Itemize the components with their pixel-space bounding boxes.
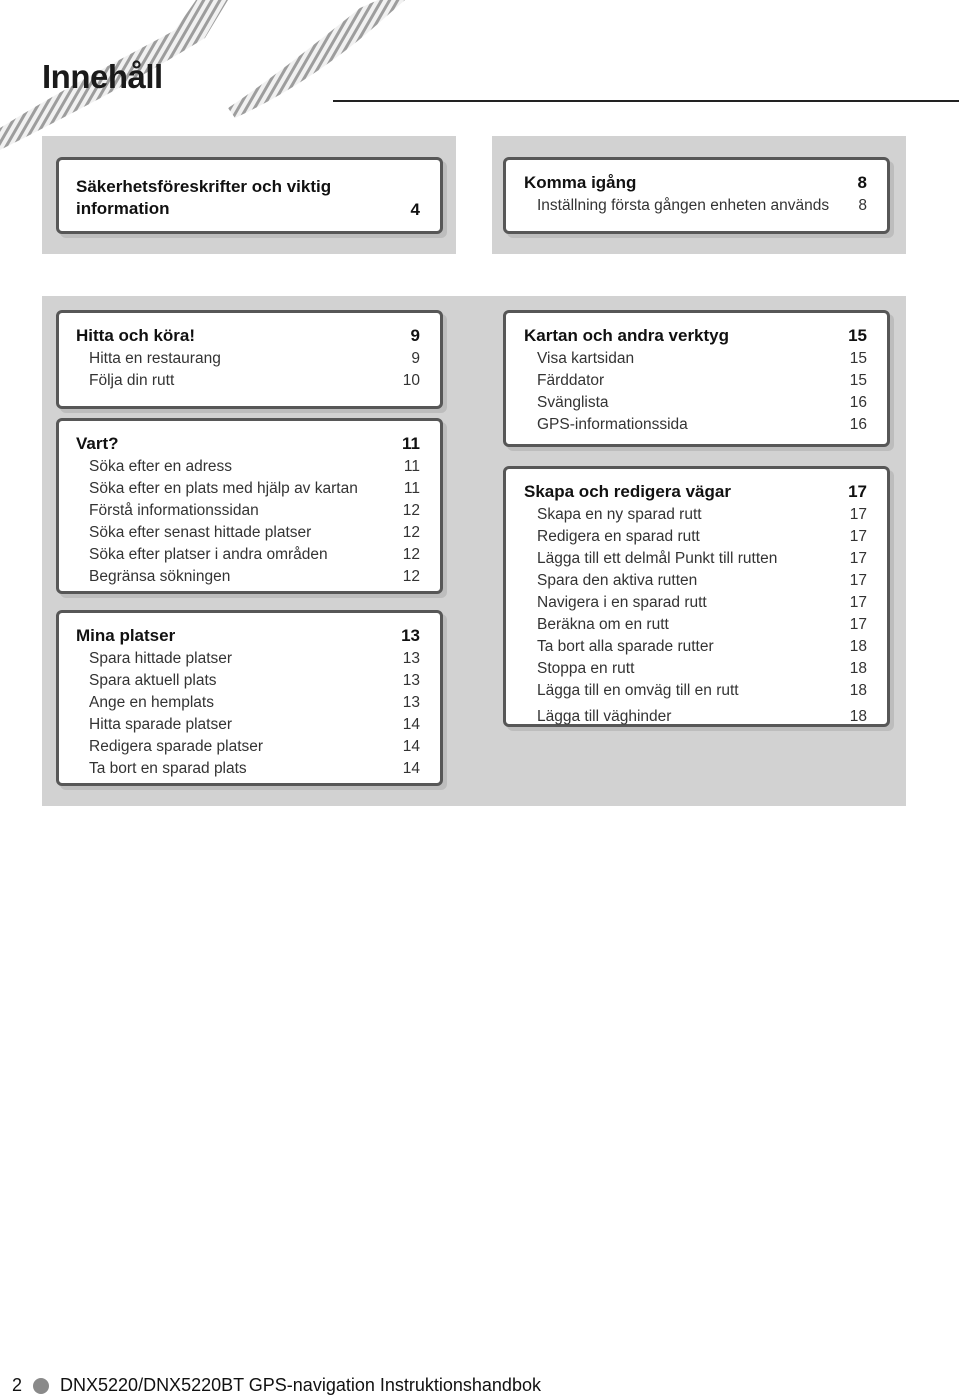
entry-label: Redigera sparade platser xyxy=(89,738,264,755)
entry-label: Spara aktuell plats xyxy=(89,672,217,689)
entry-label: Visa kartsidan xyxy=(537,350,635,367)
entry-label: Skapa en ny sparad rutt xyxy=(537,506,702,523)
page-title: Innehåll xyxy=(42,58,163,95)
entry-label: Söka efter en plats med hjälp av kartan xyxy=(89,480,358,497)
section-komma-igang xyxy=(503,157,890,234)
entry-page: 13 xyxy=(402,672,420,689)
entry-label: GPS-informationssida xyxy=(537,416,688,433)
section-title-line2[interactable]: information xyxy=(76,199,170,218)
section-page: 11 xyxy=(402,434,420,453)
entry-page: 12 xyxy=(402,568,420,585)
entry-page: 17 xyxy=(849,528,867,545)
toc-entry[interactable] xyxy=(76,760,420,778)
entry-label: Lägga till ett delmål Punkt till rutten xyxy=(537,550,778,567)
entry-page: 14 xyxy=(402,738,420,755)
entry-page: 14 xyxy=(402,716,420,733)
entry-label: Söka efter senast hittade platser xyxy=(89,524,312,541)
entry-label: Inställning första gången enheten används xyxy=(537,197,830,214)
toc-entry[interactable] xyxy=(76,502,420,520)
toc-entry[interactable] xyxy=(524,594,867,612)
entry-page: 12 xyxy=(402,502,420,519)
entry-page: 12 xyxy=(402,524,420,541)
entry-page: 17 xyxy=(849,594,867,611)
toc-entry[interactable] xyxy=(76,350,420,368)
entry-page: 14 xyxy=(402,760,420,777)
section-page: 9 xyxy=(410,326,420,345)
section-title[interactable]: Kartan och andra verktyg xyxy=(524,326,730,345)
entry-page: 16 xyxy=(849,416,867,433)
toc-entry[interactable] xyxy=(76,524,420,542)
entry-page: 17 xyxy=(849,616,867,633)
entry-page: 16 xyxy=(849,394,867,411)
section-page: 15 xyxy=(848,326,867,345)
entry-label: Redigera en sparad rutt xyxy=(537,528,700,545)
toc-entry[interactable] xyxy=(76,650,420,668)
entry-label: Spara den aktiva rutten xyxy=(537,572,698,589)
entry-label: Begränsa sökningen xyxy=(89,568,231,585)
section-hitta xyxy=(56,310,443,409)
page-footer xyxy=(12,1375,541,1396)
entry-page: 18 xyxy=(849,638,867,655)
toc-entry[interactable] xyxy=(76,716,420,734)
section-page: 13 xyxy=(401,626,420,645)
section-title[interactable]: Hitta och köra! xyxy=(76,326,196,345)
entry-page: 18 xyxy=(849,682,867,699)
entry-label: Hitta en restaurang xyxy=(89,350,221,367)
entry-label: Söka efter platser i andra områden xyxy=(89,546,328,563)
section-title[interactable]: Vart? xyxy=(76,434,119,453)
entry-page: 8 xyxy=(858,197,867,214)
toc-entry[interactable] xyxy=(76,694,420,712)
entry-page: 18 xyxy=(849,708,867,725)
entry-page: 17 xyxy=(849,572,867,589)
entry-label: Ange en hemplats xyxy=(89,694,214,711)
toc-entry[interactable] xyxy=(76,568,420,586)
entry-label: Färddator xyxy=(537,372,605,389)
bullet-icon xyxy=(33,1378,49,1394)
entry-label: Ta bort en sparad plats xyxy=(89,760,247,777)
section-page: 8 xyxy=(857,173,867,192)
section-kartan xyxy=(503,310,890,447)
section-page: 4 xyxy=(410,200,420,219)
entry-page: 15 xyxy=(849,372,867,389)
entry-page: 15 xyxy=(849,350,867,367)
section-title[interactable]: Mina platser xyxy=(76,626,176,645)
entry-page: 17 xyxy=(849,550,867,567)
entry-label: Hitta sparade platser xyxy=(89,716,233,733)
toc-entry[interactable] xyxy=(76,458,420,476)
toc-entry[interactable] xyxy=(76,372,420,390)
section-title[interactable]: Skapa och redigera vägar xyxy=(524,482,731,501)
entry-label: Förstå informationssidan xyxy=(89,502,259,519)
toc-entry[interactable] xyxy=(524,708,867,726)
title-rule xyxy=(333,100,959,102)
entry-page: 13 xyxy=(402,650,420,667)
toc-entry[interactable] xyxy=(524,197,867,215)
toc-entry[interactable] xyxy=(524,506,867,524)
entry-page: 11 xyxy=(403,480,420,497)
toc-entry[interactable] xyxy=(524,660,867,678)
entry-label: Beräkna om en rutt xyxy=(537,616,669,633)
entry-label: Lägga till en omväg till en rutt xyxy=(537,682,739,699)
section-mina-platser xyxy=(56,610,443,786)
entry-page: 17 xyxy=(849,506,867,523)
entry-page: 13 xyxy=(402,694,420,711)
section-title-line1[interactable]: Säkerhetsföreskrifter och viktig xyxy=(76,177,332,196)
entry-label: Navigera i en sparad rutt xyxy=(537,594,707,611)
toc-entry[interactable] xyxy=(524,572,867,590)
footer-text: DNX5220/DNX5220BT GPS-navigation Instruktionshandbok xyxy=(60,1375,541,1395)
toc-entry[interactable] xyxy=(76,546,420,564)
toc-entry[interactable] xyxy=(524,350,867,368)
entry-page: 10 xyxy=(402,372,420,389)
section-skapa xyxy=(503,466,890,727)
page-number: 2 xyxy=(12,1375,23,1395)
section-title[interactable]: Komma igång xyxy=(524,173,637,192)
entry-label: Svänglista xyxy=(537,394,609,411)
toc-entry[interactable] xyxy=(524,682,867,700)
entry-label: Ta bort alla sparade rutter xyxy=(537,638,714,655)
toc-entry[interactable] xyxy=(524,372,867,390)
toc-entry[interactable] xyxy=(76,738,420,756)
toc-entry[interactable] xyxy=(76,672,420,690)
entry-label: Spara hittade platser xyxy=(89,650,233,667)
toc-entry[interactable] xyxy=(524,550,867,568)
toc-entry[interactable] xyxy=(524,416,867,434)
toc-entry[interactable] xyxy=(524,616,867,634)
toc-entry[interactable] xyxy=(524,528,867,546)
entry-page: 11 xyxy=(403,458,420,475)
entry-page: 12 xyxy=(402,546,420,563)
entry-label: Lägga till väghinder xyxy=(537,708,672,725)
entry-label: Följa din rutt xyxy=(89,372,175,389)
entry-label: Söka efter en adress xyxy=(89,458,233,475)
section-page: 17 xyxy=(848,482,867,501)
toc-entry[interactable] xyxy=(524,394,867,412)
entry-label: Stoppa en rutt xyxy=(537,660,635,677)
section-vart xyxy=(56,418,443,594)
entry-page: 9 xyxy=(411,350,420,367)
entry-page: 18 xyxy=(849,660,867,677)
toc-entry[interactable] xyxy=(524,638,867,656)
section-sakerhet xyxy=(56,157,443,234)
toc-entry[interactable] xyxy=(76,480,420,498)
